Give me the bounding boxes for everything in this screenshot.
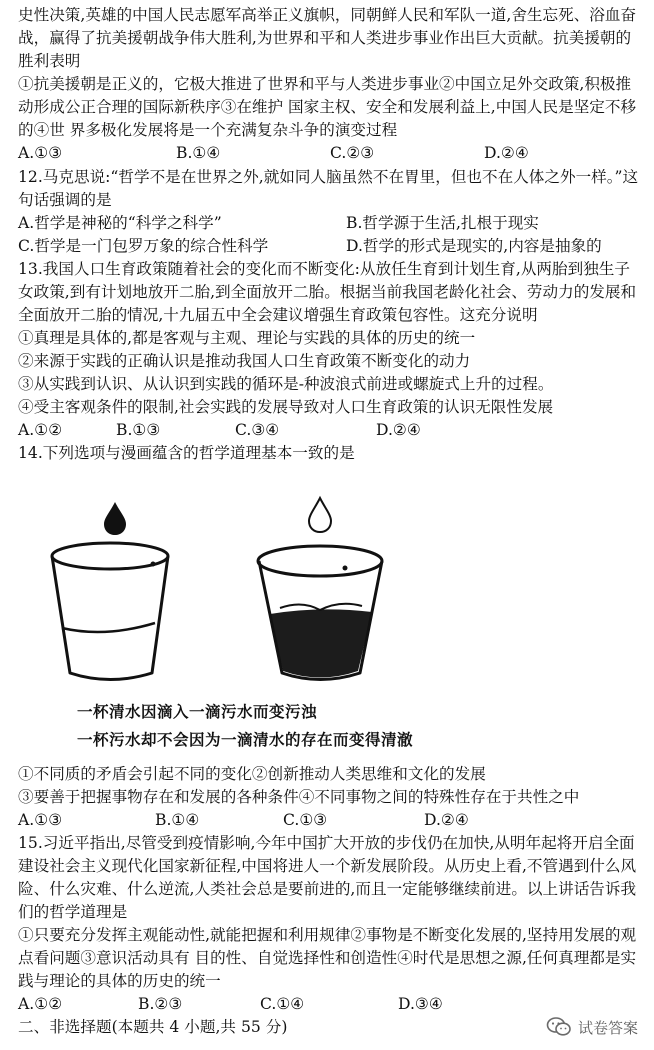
q12-option-b: B.哲学源于生活,扎根于现实 bbox=[346, 214, 539, 232]
q12-options-row-1 bbox=[18, 212, 638, 234]
q15-line-5: ①只要充分发挥主观能动性,就能把握和利用规律②事物是不断变化发展的,坚持用发展的观 bbox=[18, 926, 637, 944]
cartoon-caption-1: 一杯清水因滴入一滴污水而变污浊 bbox=[77, 702, 318, 721]
q15-option-d: D.③④ bbox=[398, 995, 443, 1013]
q14-line-2: ③要善于把握事物存在和发展的各种条件④不同事物之间的特殊性存在于共性之中 bbox=[18, 788, 580, 806]
q15-option-b: B.②③ bbox=[138, 995, 183, 1013]
intro-option-a: A.①③ bbox=[18, 144, 63, 162]
q14-option-b: B.①④ bbox=[155, 811, 200, 829]
section-heading: 二、非选择题(本题共 4 小题,共 55 分) bbox=[18, 1018, 288, 1036]
clean-drop-icon bbox=[309, 498, 331, 532]
wechat-icon bbox=[546, 1016, 572, 1038]
q15-option-c: C.①④ bbox=[260, 995, 305, 1013]
q15-line-6: 点看问题③意识活动具有 目的性、自觉选择性和创造性④时代是思想之源,任何真理都是实 bbox=[18, 949, 637, 967]
q12-line-1: 12.马克思说:“哲学不是在世界之外,就如同人脑虽然不在胃里，但也不在人体之外一样。”这 bbox=[18, 168, 638, 186]
intro-line-4: ①抗美援朝是正义的，它极大推进了世界和平与人类进步事业②中国立足外交政策,积极推 bbox=[18, 75, 632, 93]
q13-line-2: 女政策,到有计划地放开二胎,到全面放开二胎。根据当前我国老龄化社会、劳动力的发展和 bbox=[18, 283, 637, 301]
q12-option-a: A.哲学是神秘的“科学之科学” bbox=[18, 214, 222, 232]
q12-option-d: D.哲学的形式是现实的,内容是抽象的 bbox=[346, 237, 602, 255]
intro-line-6: 的④世 界多极化发展将是一个充满复杂斗争的演变过程 bbox=[18, 121, 398, 139]
intro-option-d: D.②④ bbox=[484, 144, 529, 162]
q13-option-c: C.③④ bbox=[235, 421, 280, 439]
q12-line-2: 句话强调的是 bbox=[18, 191, 112, 209]
intro-line-3: 胜利表明 bbox=[18, 52, 81, 70]
intro-options bbox=[18, 142, 638, 164]
q15-line-2: 建设社会主义现代化国家新征程,中国将进人一个新发展阶段。从历史上看,不管遇到什么风 bbox=[18, 857, 637, 875]
watermark bbox=[546, 1014, 638, 1040]
q15-option-a: A.①② bbox=[18, 995, 63, 1013]
q13-line-3: 全面放开二胎的情况,十九届五中全会建议增强生育政策包容性。这充分说明 bbox=[18, 306, 538, 324]
q13-line-4: ①真理是具体的,都是客观与主观、理论与实践的具体的历史的统一 bbox=[18, 329, 476, 347]
q14-option-c: C.①③ bbox=[283, 811, 328, 829]
q13-options bbox=[18, 419, 638, 441]
q13-line-5: ②来源于实践的正确认识是推动我国人口生育政策不断变化的动力 bbox=[18, 352, 471, 370]
q12-option-c: C.哲学是一门包罗万象的综合性科学 bbox=[18, 237, 269, 255]
q15-line-1: 15.习近平指出,尽管受到疫情影响,今年中国扩大开放的步伐仍在加快,从明年起将开启全面 bbox=[18, 834, 635, 852]
q12-options-row-2 bbox=[18, 235, 638, 257]
q14-line-1: ①不同质的矛盾会引起不同的变化②创新推动人类思维和文化的发展 bbox=[18, 765, 486, 783]
dirty-drop-icon bbox=[104, 502, 126, 535]
q13-line-7: ④受主客观条件的限制,社会实践的发展导致对人口生育政策的认识无限性发展 bbox=[18, 398, 554, 416]
q14-option-d: D.②④ bbox=[424, 811, 469, 829]
dirty-cup-icon bbox=[258, 546, 382, 680]
q13-line-1: 13.我国人口生育政策随着社会的变化而不断变化:从放任生育到计划生育,从两胎到独生子 bbox=[18, 260, 630, 278]
q13-option-d: D.②④ bbox=[376, 421, 421, 439]
q13-option-a: A.①② bbox=[18, 421, 63, 439]
intro-option-b: B.①④ bbox=[176, 144, 221, 162]
intro-option-c: C.②③ bbox=[330, 144, 375, 162]
q15-options bbox=[18, 993, 638, 1015]
cartoon-caption-2: 一杯污水却不会因为一滴清水的存在而变得清澈 bbox=[77, 730, 414, 749]
watermark-text: 试卷答案 bbox=[577, 1018, 638, 1037]
intro-line-1: 史性决策,英雄的中国人民志愿军高举正义旗帜，同朝鲜人民和军队一道,舍生忘死、浴血奋 bbox=[18, 6, 637, 24]
q15-line-7: 践与理论的具体的历史的统一 bbox=[18, 972, 221, 990]
q13-option-b: B.①③ bbox=[116, 421, 161, 439]
q14-options bbox=[18, 809, 638, 831]
q14-cartoon bbox=[40, 488, 460, 760]
q14-stem: 14.下列选项与漫画蕴含的哲学道理基本一致的是 bbox=[18, 444, 355, 462]
intro-line-5: 动形成公正合理的国际新秩序③在维护 国家主权、安全和发展利益上,中国人民是坚定不移 bbox=[18, 98, 637, 116]
q13-line-6: ③从实践到认识、从认识到实践的循环是-种波浪式前进或螺旋式上升的过程。 bbox=[18, 375, 554, 393]
q14-option-a: A.①③ bbox=[18, 811, 63, 829]
intro-line-2: 战，赢得了抗美援朝战争伟大胜利,为世界和平和人类进步事业作出巨大贡献。抗美援朝的 bbox=[18, 29, 632, 47]
q15-line-4: 们的哲学道理是 bbox=[18, 903, 128, 921]
q15-line-3: 险、什么灾难、什么逆流,人类社会总是要前进的,而且一定能够继续前进。以上讲话告诉我 bbox=[18, 880, 637, 898]
